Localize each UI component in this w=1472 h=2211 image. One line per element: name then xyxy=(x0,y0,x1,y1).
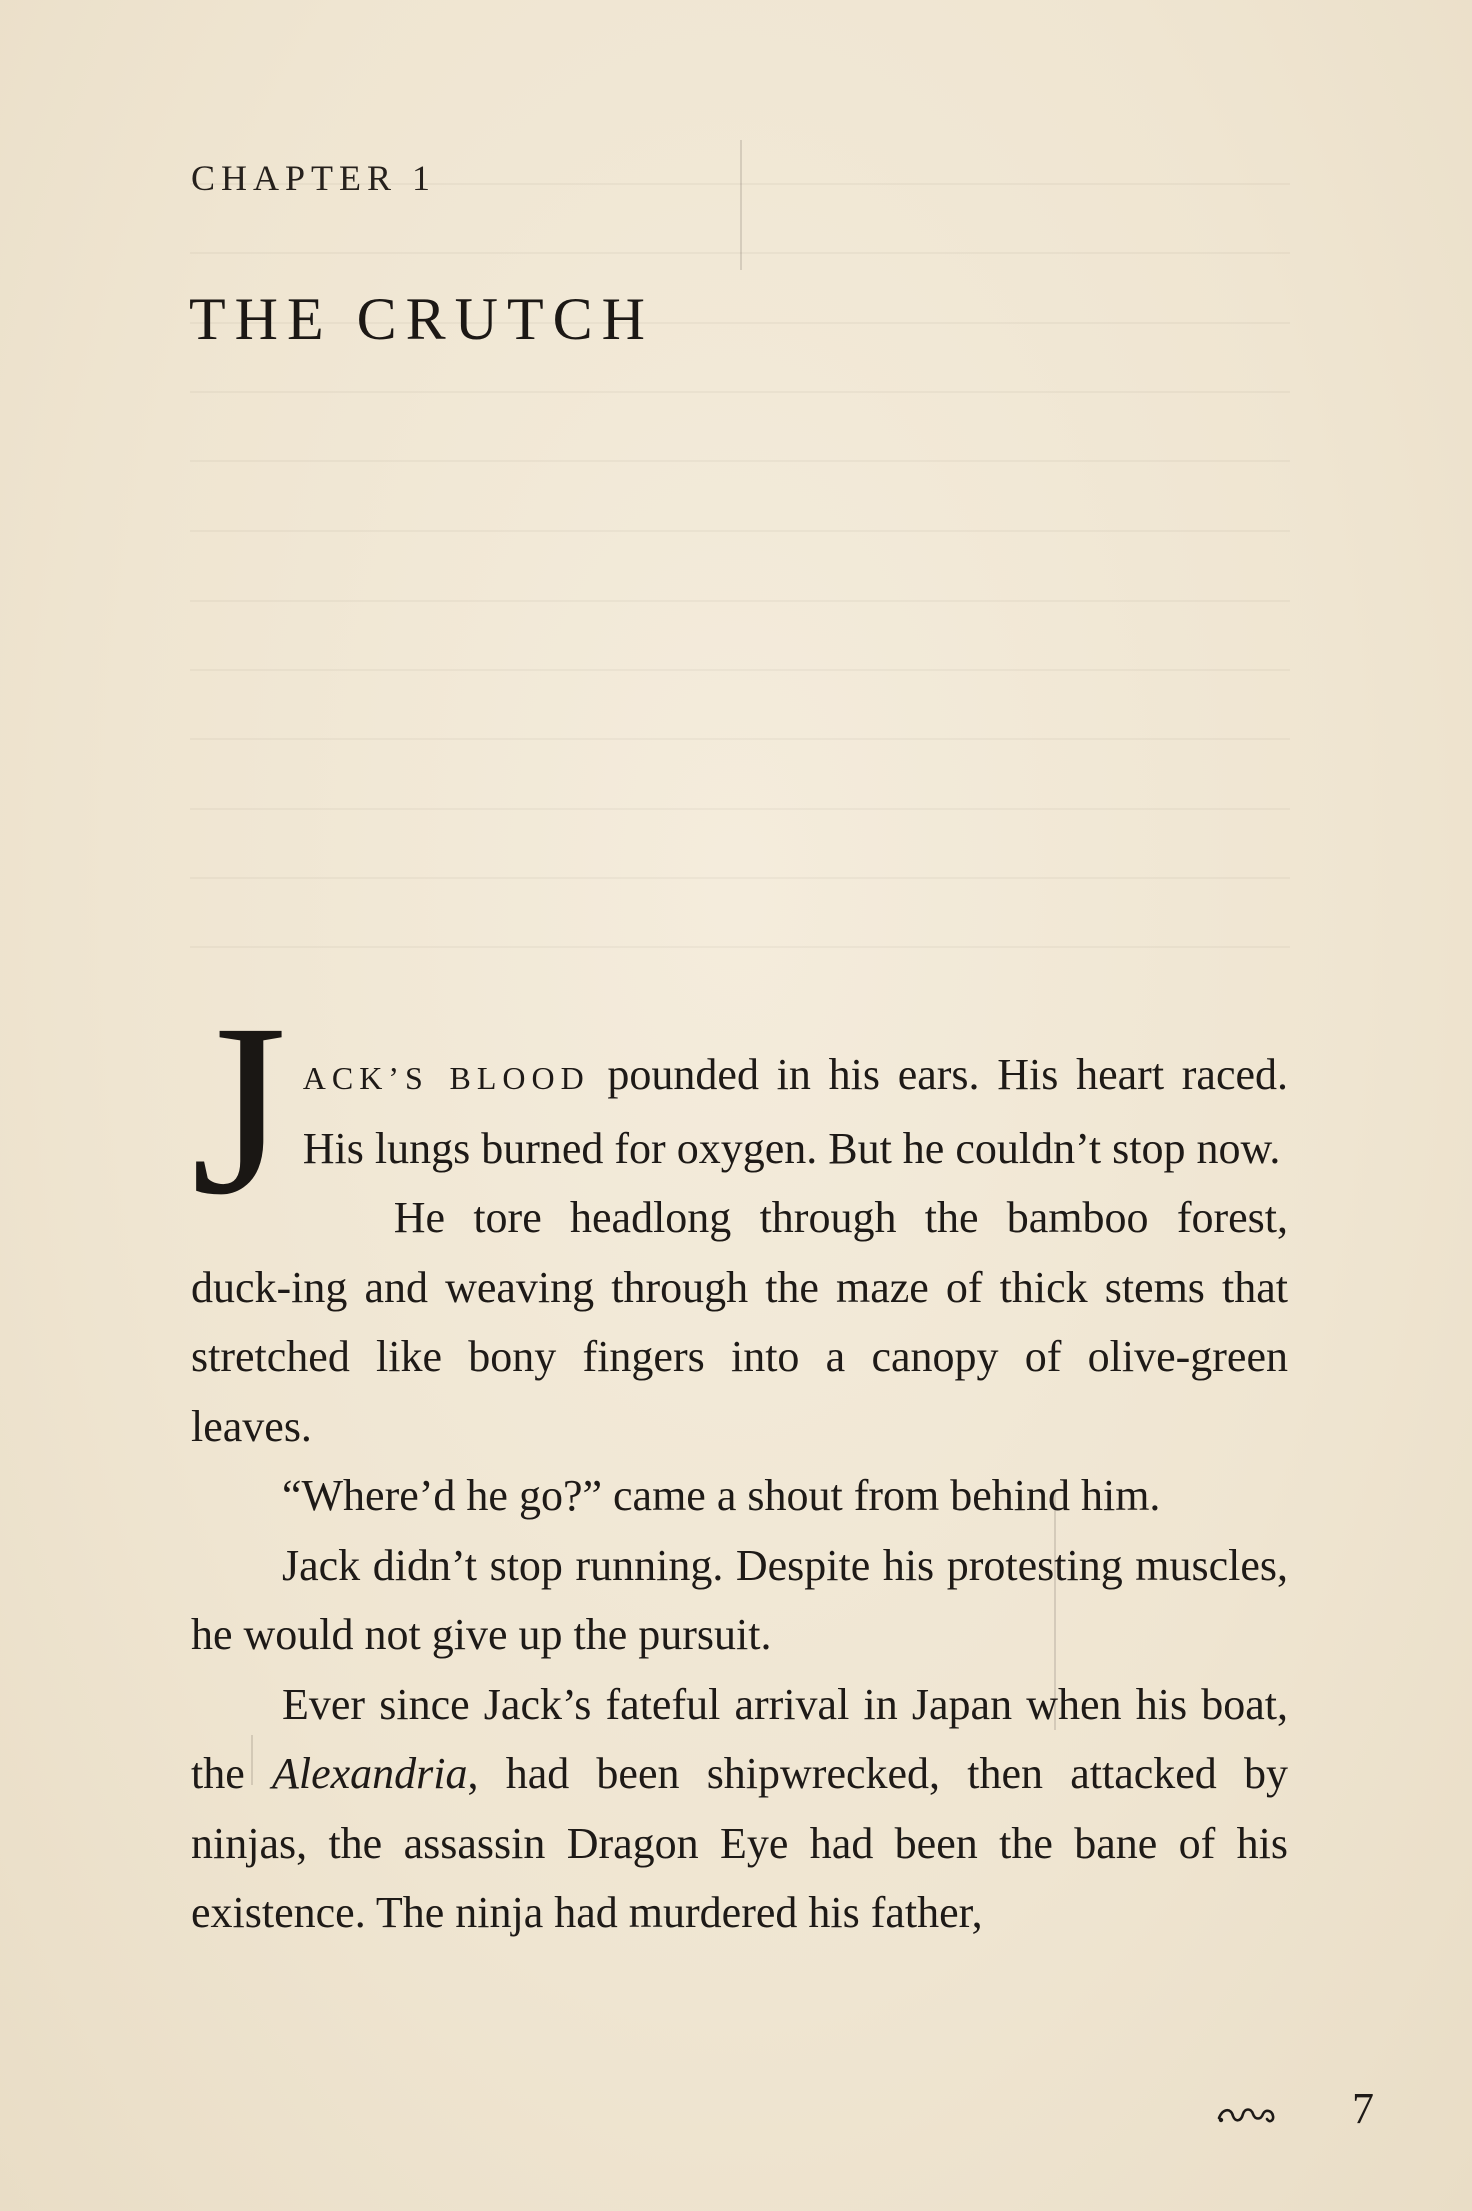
paragraph-4: Jack didn’t stop running. Despite his protesting muscles, he would not give up the pursuit. xyxy=(191,1540,1288,1659)
drop-cap: J xyxy=(191,974,287,1246)
paragraph-1-text: pounded in his ears. His heart raced. His lungs burned for oxygen. But he couldn’t stop now. xyxy=(302,1050,1289,1173)
show-through-line xyxy=(190,391,1290,393)
paragraph-5 xyxy=(191,1670,1288,1948)
ship-name: Alexandria xyxy=(271,1749,468,1798)
show-through-line xyxy=(190,808,1290,810)
flourish-icon xyxy=(1215,2100,1279,2128)
show-through-line xyxy=(190,669,1290,671)
paragraph-5-text-after: , had been shipwrecked, then attacked by ninjas, the assassin Dragon Eye had been the bane of his existence. The ninja had murdered his father, xyxy=(191,1749,1288,1937)
chapter-title: THE CRUTCH xyxy=(189,286,654,352)
show-through-line xyxy=(190,738,1290,740)
show-through-line xyxy=(190,946,1290,948)
paragraph-3: “Where’d he go?” came a shout from behind him. xyxy=(282,1471,1161,1520)
show-through-line xyxy=(190,600,1290,602)
paragraph-1 xyxy=(191,974,1289,1246)
paragraph-2: He tore headlong through the bamboo forest, duck-ing and weaving through the maze of thick stems that stretched like bony fingers into a canopy of olive-green leaves. xyxy=(191,1193,1288,1451)
page-number: 7 xyxy=(1352,2084,1374,2133)
paragraph-5-text-before: Ever since Jack’s fateful arrival in Japan when his boat, the xyxy=(191,1679,1288,1798)
opening-smallcaps: ACK’S BLOOD xyxy=(302,1060,590,1096)
body-text xyxy=(191,974,1289,1948)
show-through-line xyxy=(190,877,1290,879)
show-through-line xyxy=(190,530,1290,532)
show-through-line xyxy=(190,460,1290,462)
chapter-number: CHAPTER 1 xyxy=(191,158,437,198)
page-crease xyxy=(740,140,742,270)
